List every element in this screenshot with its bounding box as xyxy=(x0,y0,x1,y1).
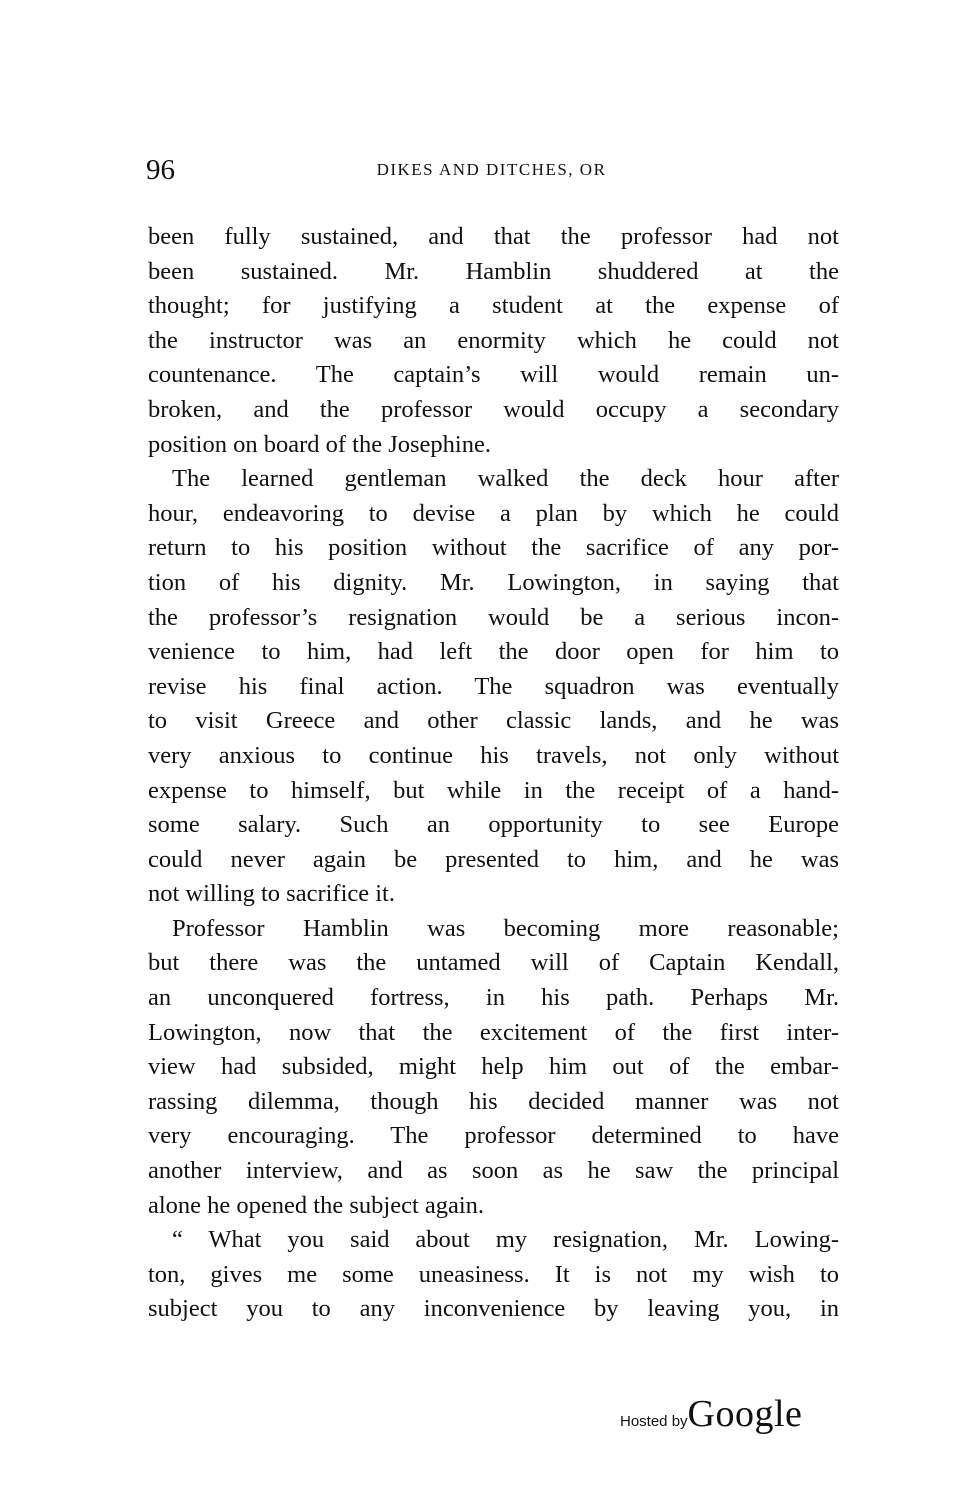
text-line: not willing to sacrifice it. xyxy=(148,880,395,908)
text-line: very encouraging. The professor determined to have xyxy=(148,1122,839,1150)
text-line: The learned gentleman walked the deck hour after xyxy=(172,465,839,493)
text-line: expense to himself, but while in the receipt of a hand- xyxy=(148,776,839,804)
text-line: ton, gives me some uneasiness. It is not my wish to xyxy=(148,1260,839,1288)
text-line: another interview, and as soon as he saw the principal xyxy=(148,1157,839,1185)
text-line: thought; for justifying a student at the expense of xyxy=(148,292,839,320)
text-line: been sustained. Mr. Hamblin shuddered at the xyxy=(148,257,839,285)
text-line: subject you to any inconvenience by leaving you, in xyxy=(148,1295,839,1323)
text-line: could never again be presented to him, and he was xyxy=(148,845,839,873)
running-title: DIKES AND DITCHES, OR xyxy=(376,160,607,179)
text-line: been fully sustained, and that the professor had not xyxy=(148,223,839,250)
text-line: alone he opened the subject again. xyxy=(148,1191,485,1219)
text-line: Professor Hamblin was becoming more reasonable; xyxy=(172,914,839,942)
text-line: countenance. The captain’s will would remain un- xyxy=(148,361,839,389)
body-text xyxy=(148,220,839,1327)
text-line: Lowington, now that the excitement of the first inter- xyxy=(148,1018,839,1046)
text-line: an unconquered fortress, in his path. Perhaps Mr. xyxy=(148,984,839,1012)
hosted-by-label: Hosted by xyxy=(620,1413,688,1430)
text-line: revise his final action. The squadron was eventually xyxy=(148,672,839,700)
text-line: very anxious to continue his travels, not only without xyxy=(148,741,839,769)
text-line: to visit Greece and other classic lands, and he was xyxy=(148,707,839,735)
text-line: broken, and the professor would occupy a secondary xyxy=(148,395,839,423)
text-line: the instructor was an enormity which he could not xyxy=(148,326,839,354)
text-line: rassing dilemma, though his decided manner was not xyxy=(148,1087,839,1115)
text-line: venience to him, had left the door open for him to xyxy=(148,638,839,666)
text-line: position on board of the Josephine. xyxy=(148,430,491,458)
page-number: 96 xyxy=(146,154,175,186)
google-logo: Google xyxy=(687,1393,803,1435)
text-line: tion of his dignity. Mr. Lowington, in saying that xyxy=(148,568,839,596)
text-line: return to his position without the sacrifice of any por- xyxy=(148,534,839,562)
text-line: “ What you said about my resignation, Mr. Lowing- xyxy=(172,1226,839,1254)
text-line: hour, endeavoring to devise a plan by which he could xyxy=(148,499,839,527)
text-line: the professor’s resignation would be a serious incon- xyxy=(148,603,839,631)
text-line: but there was the untamed will of Captain Kendall, xyxy=(148,949,839,977)
hosted-by-google-watermark xyxy=(620,1392,802,1436)
text-line: some salary. Such an opportunity to see Europe xyxy=(148,811,839,839)
text-line: view had subsided, might help him out of the embar- xyxy=(148,1053,839,1081)
